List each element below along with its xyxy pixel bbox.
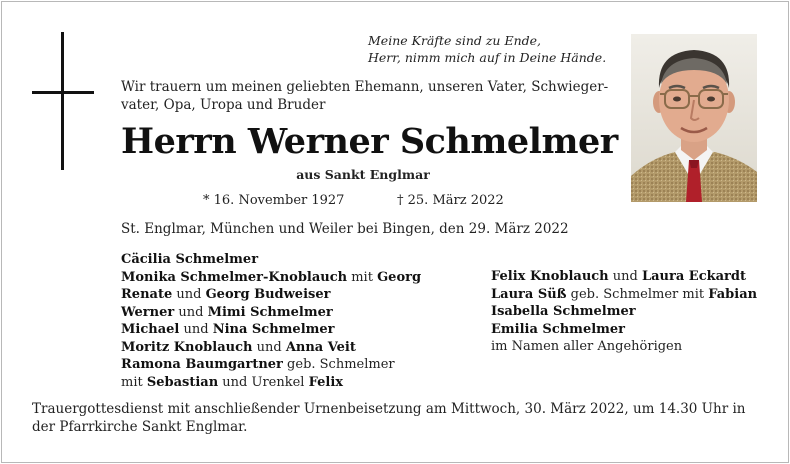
mourner-name: Moritz Knoblauch bbox=[121, 339, 253, 355]
mourner-name: Georg Budweiser bbox=[205, 287, 331, 302]
portrait-illustration bbox=[631, 34, 757, 202]
cross-vertical-bar bbox=[61, 32, 64, 170]
mourner-connector: und bbox=[252, 339, 286, 355]
motto-line-2: Herr, nimm mich auf in Deine Hände. bbox=[368, 50, 607, 65]
mourner-connector: und bbox=[174, 304, 208, 320]
mourner-connector: und bbox=[172, 287, 206, 302]
mourner-name: Felix bbox=[308, 374, 344, 390]
origin-text: aus Sankt Englmar bbox=[296, 167, 430, 182]
death-date: † 25. März 2022 bbox=[397, 193, 504, 208]
mourner-name: Michael bbox=[121, 322, 180, 337]
mourner-name: Georg bbox=[377, 269, 422, 285]
mourner-name: Mimi Schmelmer bbox=[207, 304, 333, 320]
intro-text: Wir trauern um meinen geliebten Ehemann, unseren Vater, Schwieger-vater, Opa, Uropa und Bruder bbox=[121, 79, 609, 113]
motto-line-1: Meine Kräfte sind zu Ende, bbox=[368, 33, 541, 48]
mourner-line bbox=[121, 269, 481, 287]
cross-horizontal-bar bbox=[32, 91, 94, 94]
mourner-line bbox=[491, 286, 766, 304]
mourner-name: Sebastian bbox=[146, 374, 219, 390]
mourner-line bbox=[491, 303, 766, 321]
mourner-line bbox=[121, 321, 481, 339]
mourner-line bbox=[491, 338, 766, 356]
mourner-line bbox=[121, 286, 481, 304]
mourner-name: Fabian bbox=[708, 286, 758, 302]
mourner-line bbox=[121, 374, 481, 392]
mourner-connector: und bbox=[179, 322, 213, 337]
latin-cross-icon bbox=[32, 32, 94, 170]
mourner-line bbox=[121, 251, 481, 269]
portrait-photo bbox=[631, 34, 757, 202]
place-and-date: St. Englmar, München und Weiler bei Bingen, den 29. März 2022 bbox=[121, 221, 569, 237]
mourners-list-right bbox=[491, 268, 766, 356]
birth-date: * 16. November 1927 bbox=[203, 193, 345, 208]
mourner-connector: und bbox=[608, 269, 642, 284]
mourner-line bbox=[491, 268, 766, 286]
mourner-connector: im Namen aller Angehörigen bbox=[491, 339, 683, 354]
mourner-name: Laura Eckardt bbox=[641, 269, 746, 284]
mourner-line bbox=[121, 304, 481, 322]
mourner-line bbox=[121, 339, 481, 357]
mourner-name: Laura Süß bbox=[491, 286, 567, 302]
mourners-list-left bbox=[121, 251, 481, 391]
mourner-name: Felix Knoblauch bbox=[491, 269, 609, 284]
mourner-line bbox=[121, 356, 481, 374]
mourner-name: Monika Schmelmer-Knoblauch bbox=[121, 269, 348, 285]
mourner-line bbox=[491, 321, 766, 339]
mourner-connector: geb. Schmelmer bbox=[282, 357, 395, 372]
mourner-name: Cäcilia Schmelmer bbox=[121, 252, 259, 267]
mourner-connector: geb. Schmelmer mit bbox=[566, 286, 709, 302]
mourner-name: Emilia Schmelmer bbox=[491, 321, 626, 337]
mourner-connector: und Urenkel bbox=[218, 374, 309, 390]
motto-verse bbox=[368, 32, 608, 66]
deceased-name: Herrn Werner Schmelmer bbox=[121, 121, 618, 162]
funeral-service-info: Trauergottesdienst mit anschließender Urnenbeisetzung am Mittwoch, 30. März 2022, um 14.30 Uhr in der Pfarrkirche Sankt Englmar. bbox=[32, 401, 746, 435]
mourner-name: Isabella Schmelmer bbox=[491, 304, 636, 319]
mourner-name: Ramona Baumgartner bbox=[121, 357, 283, 372]
mourner-name: Renate bbox=[121, 287, 173, 302]
mourner-name: Nina Schmelmer bbox=[212, 322, 335, 337]
mourner-connector: mit bbox=[121, 374, 147, 390]
mourner-connector: mit bbox=[347, 269, 378, 285]
mourner-name: Werner bbox=[121, 304, 175, 320]
mourner-name: Anna Veit bbox=[285, 339, 356, 355]
